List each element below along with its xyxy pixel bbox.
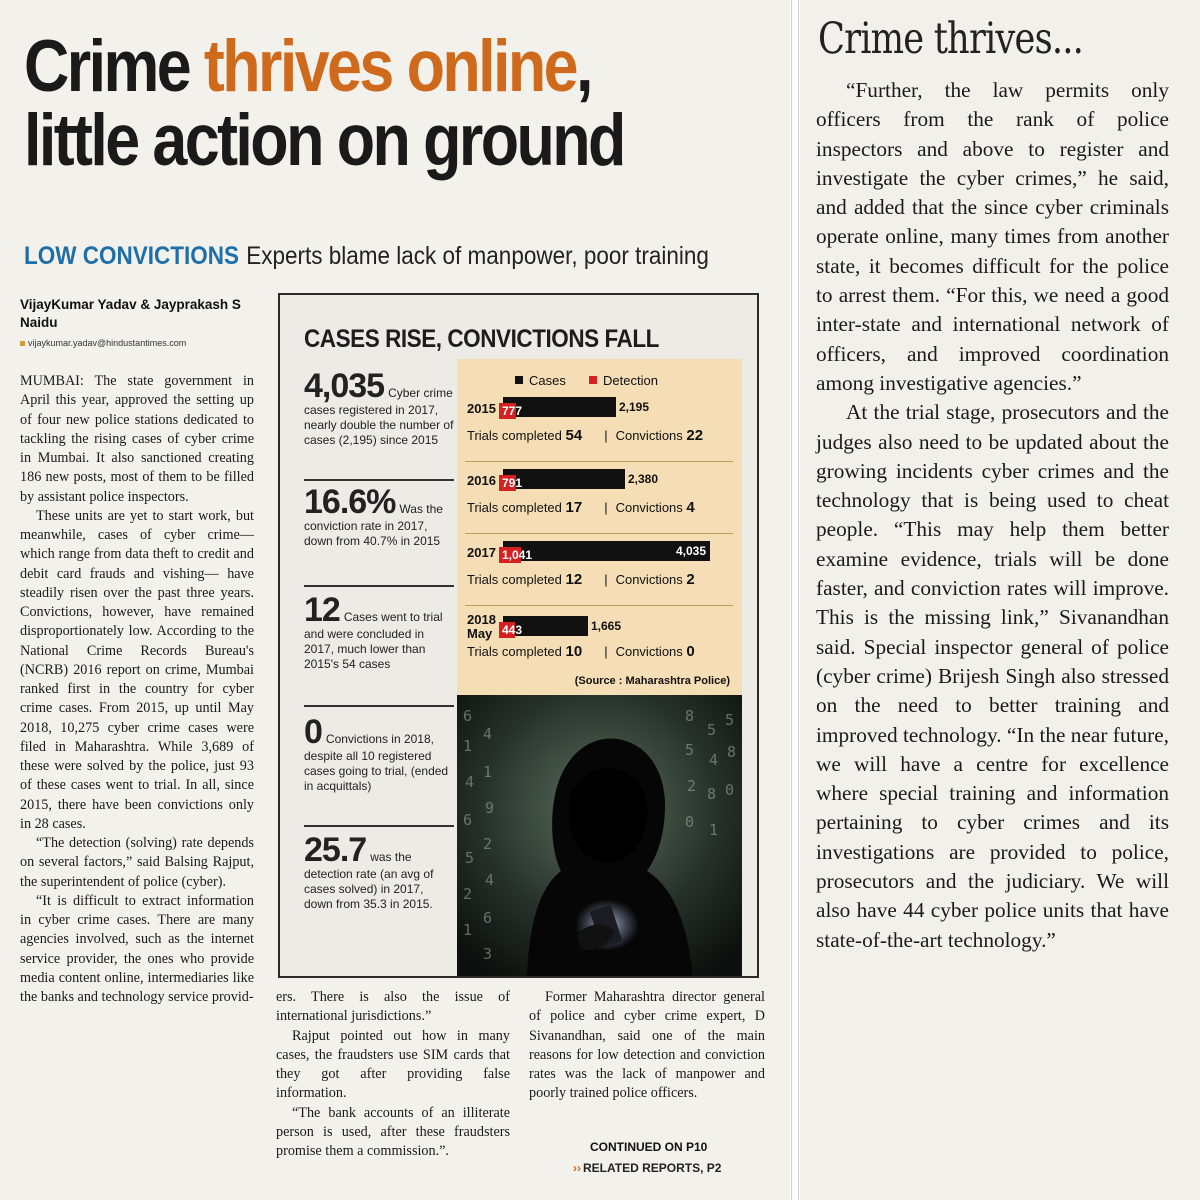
legend-label: Cases xyxy=(529,373,566,388)
svg-text:8: 8 xyxy=(727,743,737,761)
convictions-label: Convictions xyxy=(615,644,687,659)
svg-text:2: 2 xyxy=(483,835,493,853)
svg-text:2: 2 xyxy=(687,777,697,795)
trials-label: Trials completed xyxy=(467,428,566,443)
deck: Experts blame lack of manpower, poor training xyxy=(246,242,709,270)
stat-text: Was the conviction rate in 2017, down from 40.7% in 2015 xyxy=(304,502,443,548)
paragraph: These units are yet to start work, but meanwhile, cases of cyber crime—which range from data theft to credit and debit card frauds and vishing— have steadily risen over the past three years. Convictions, however, have remained disproportionately low. According to the National Crime Records Bureau's (NCRB) 2016 report on crime, Mumbai ranked first in the country for cyber crime cases. From 2015, up until May 2018, 10,275 cyber crime cases were filed in Maharashtra. While 3,689 of these were solved by the police, just 93 of these cases went to trial. In all, since 2015, there have been convictions only in 28 cases. xyxy=(20,507,254,832)
legend-swatch xyxy=(589,376,597,384)
svg-text:9: 9 xyxy=(485,799,495,817)
stat-block xyxy=(304,369,454,448)
stat-block xyxy=(304,715,454,794)
stat-block xyxy=(304,833,454,912)
svg-text:0: 0 xyxy=(725,781,735,799)
svg-text:2: 2 xyxy=(463,885,473,903)
headline xyxy=(24,26,669,181)
svg-text:4: 4 xyxy=(465,773,475,791)
trials-row xyxy=(467,499,732,516)
divider xyxy=(304,479,454,481)
trials-value: 54 xyxy=(565,427,583,444)
convictions-value: 2 xyxy=(686,571,695,588)
separator: | xyxy=(604,500,608,515)
paragraph: Rajput pointed out how in many cases, the fraudsters use SIM cards that they got after providing false information. xyxy=(276,1027,510,1102)
infographic-title: CASES RISE, CONVICTIONS FALL xyxy=(304,325,659,353)
svg-text:5: 5 xyxy=(707,721,717,739)
trials-row xyxy=(467,571,732,588)
paragraph: MUMBAI: The state government in April this year, approved the setting up of four new police stations dedicated to tackling the rising cases of cyber crime in Mumbai. It also sanctioned creating 186 new posts, most of them to be filled by assistant police inspectors. xyxy=(20,373,254,505)
paragraph: “It is difficult to extract information in cyber crime cases. There are many agencies involved, such as the internet service provider, the ones who provide media content online, intermediaries like the banks and technology service provid- xyxy=(20,892,254,1005)
svg-text:4: 4 xyxy=(483,725,493,743)
trials-value: 10 xyxy=(565,643,583,660)
paragraph: “The detection (solving) rate depends on several factors,” said Balsing Rajput, the superintendent of police (cyber). xyxy=(20,835,254,890)
legend-label: Detection xyxy=(603,373,658,388)
legend-item xyxy=(515,373,566,388)
year-divider xyxy=(465,461,733,462)
chart-source: (Source : Maharashtra Police) xyxy=(574,675,730,687)
svg-text:8: 8 xyxy=(707,785,717,803)
svg-text:6: 6 xyxy=(483,909,493,927)
svg-text:1: 1 xyxy=(463,921,473,939)
stat-number: 25.7 xyxy=(304,831,367,869)
bullet-icon xyxy=(20,341,25,346)
cases-value-label: 2,195 xyxy=(619,400,650,414)
year-divider xyxy=(465,533,733,534)
trials-value: 12 xyxy=(565,571,583,588)
headline-highlight: thrives online xyxy=(203,26,576,107)
stat-number: 0 xyxy=(304,713,322,751)
infographic-box xyxy=(278,293,759,978)
svg-text:0: 0 xyxy=(685,813,695,831)
detection-value-label: 443 xyxy=(502,623,523,637)
continuation-body xyxy=(816,76,1169,955)
svg-text:6: 6 xyxy=(463,811,473,829)
cases-value-label: 4,035 xyxy=(676,544,707,558)
related-reports xyxy=(573,1161,721,1175)
divider xyxy=(304,585,454,587)
email-text: vijaykumar.yadav@hindustantimes.com xyxy=(28,338,187,348)
trials-value: 17 xyxy=(565,499,583,516)
subheadline xyxy=(24,242,709,271)
paragraph: At the trial stage, prosecutors and the judges also need to be updated about the growing incidents cyber crimes and the technology that is being used to cheat people. “This may help them better examine evidence, trials will be done faster, and conviction rates will improve. This is the missing link,” Sivanandhan said. Special inspector general of police (cyber crime) Brijesh Singh also stressed on the need to better training and improved technology. “In the near future, we will have a centre for excellence where special training and information pertaining to cyber crimes and its investigations are provided to police, prosecutors and the judiciary. We will also have 44 cyber police units that have state-of-the-art technology.” xyxy=(816,400,1169,952)
convictions-label: Convictions xyxy=(615,428,687,443)
year-divider xyxy=(465,605,733,606)
convictions-label: Convictions xyxy=(615,500,687,515)
detection-value-label: 777 xyxy=(502,404,523,418)
hooded-hacker-image xyxy=(457,695,742,978)
cases-value-label: 1,665 xyxy=(591,619,622,633)
article-column-2 xyxy=(276,988,510,1161)
stat-text: was the detection rate (an avg of cases solved) in 2017, down from 35.3 in 2015. xyxy=(304,850,434,911)
trials-label: Trials completed xyxy=(467,572,566,587)
paragraph: Former Maharashtra director general of police and cyber crime expert, D Sivanandhan, said one of the main reasons for low detection and conviction rates was the lack of manpower and poorly trained police officers. xyxy=(529,989,765,1102)
trials-row xyxy=(467,643,732,660)
article-column-3 xyxy=(529,988,765,1104)
cases-value-label: 2,380 xyxy=(628,472,659,486)
stat-block xyxy=(304,485,454,549)
svg-text:5: 5 xyxy=(685,741,695,759)
svg-text:5: 5 xyxy=(465,849,475,867)
continuation-clipping xyxy=(800,0,1200,1200)
separator: | xyxy=(604,428,608,443)
stat-text: Convictions in 2018, despite all 10 registered cases going to trial, (ended in acquittals) xyxy=(304,732,449,793)
detection-value-label: 1,041 xyxy=(502,548,533,562)
stat-number: 16.6% xyxy=(304,483,396,521)
svg-text:6: 6 xyxy=(463,707,473,725)
svg-text:1: 1 xyxy=(709,821,719,839)
svg-text:1: 1 xyxy=(463,737,473,755)
paragraph: ers. There is also the issue of international jurisdictions.” xyxy=(276,989,510,1025)
year-label: 2016 xyxy=(467,473,496,488)
related-text: RELATED REPORTS, P2 xyxy=(583,1161,722,1175)
continued-note: CONTINUED ON P10 xyxy=(590,1140,708,1154)
legend-item xyxy=(589,373,658,388)
trials-row xyxy=(467,427,732,444)
author-email xyxy=(20,338,186,348)
legend-swatch xyxy=(515,376,523,384)
headline-part1: Crime xyxy=(24,26,204,107)
year-label: 2017 xyxy=(467,545,496,560)
divider xyxy=(304,825,454,827)
paragraph: “The bank accounts of an illiterate person is used, after these fraudsters promise them a commission.”. xyxy=(276,1104,510,1159)
trials-label: Trials completed xyxy=(467,500,566,515)
svg-text:1: 1 xyxy=(483,763,493,781)
bar-chart-panel xyxy=(457,359,742,695)
separator: | xyxy=(604,572,608,587)
headline-line2: little action on ground xyxy=(24,100,624,181)
convictions-label: Convictions xyxy=(615,572,687,587)
byline: VijayKumar Yadav & Jayprakash S Naidu xyxy=(20,297,241,330)
separator: | xyxy=(604,644,608,659)
paragraph: “Further, the law permits only officers from the rank of police inspectors and above to register and investigate the cyber crimes,” he said, and added that the since cyber criminals operate online, many times from another state, it becomes difficult for the police to arrest them. “For this, we need a good inter-state and international network of officers, and improved coordination among investigative agencies.” xyxy=(816,78,1169,395)
divider xyxy=(304,705,454,707)
stat-text: Cyber crime cases registered in 2017, nearly double the number of cases (2,195) since 2015 xyxy=(304,386,454,447)
svg-text:4: 4 xyxy=(709,751,719,769)
svg-text:5: 5 xyxy=(725,711,735,729)
stat-text: Cases went to trial and were concluded in 2017, much lower than 2015's 54 cases xyxy=(304,610,443,671)
double-chevron-icon: ›› xyxy=(573,1161,581,1175)
svg-text:4: 4 xyxy=(485,871,495,889)
svg-text:8: 8 xyxy=(685,707,695,725)
stat-number: 4,035 xyxy=(304,367,385,405)
year-label: 2018 May xyxy=(467,612,496,641)
convictions-value: 0 xyxy=(686,643,695,660)
stat-block xyxy=(304,593,454,672)
headline-comma: , xyxy=(575,26,591,107)
stat-number: 12 xyxy=(304,591,340,629)
continuation-headline: Crime thrives... xyxy=(818,14,1084,64)
svg-text:3: 3 xyxy=(483,945,493,963)
kicker: LOW CONVICTIONS xyxy=(24,242,240,270)
clipping-separator xyxy=(791,0,799,1200)
convictions-value: 22 xyxy=(686,427,704,444)
trials-label: Trials completed xyxy=(467,644,566,659)
detection-value-label: 791 xyxy=(502,476,523,490)
article-column-1 xyxy=(20,372,254,1007)
year-label: 2015 xyxy=(467,401,496,416)
convictions-value: 4 xyxy=(686,499,695,516)
